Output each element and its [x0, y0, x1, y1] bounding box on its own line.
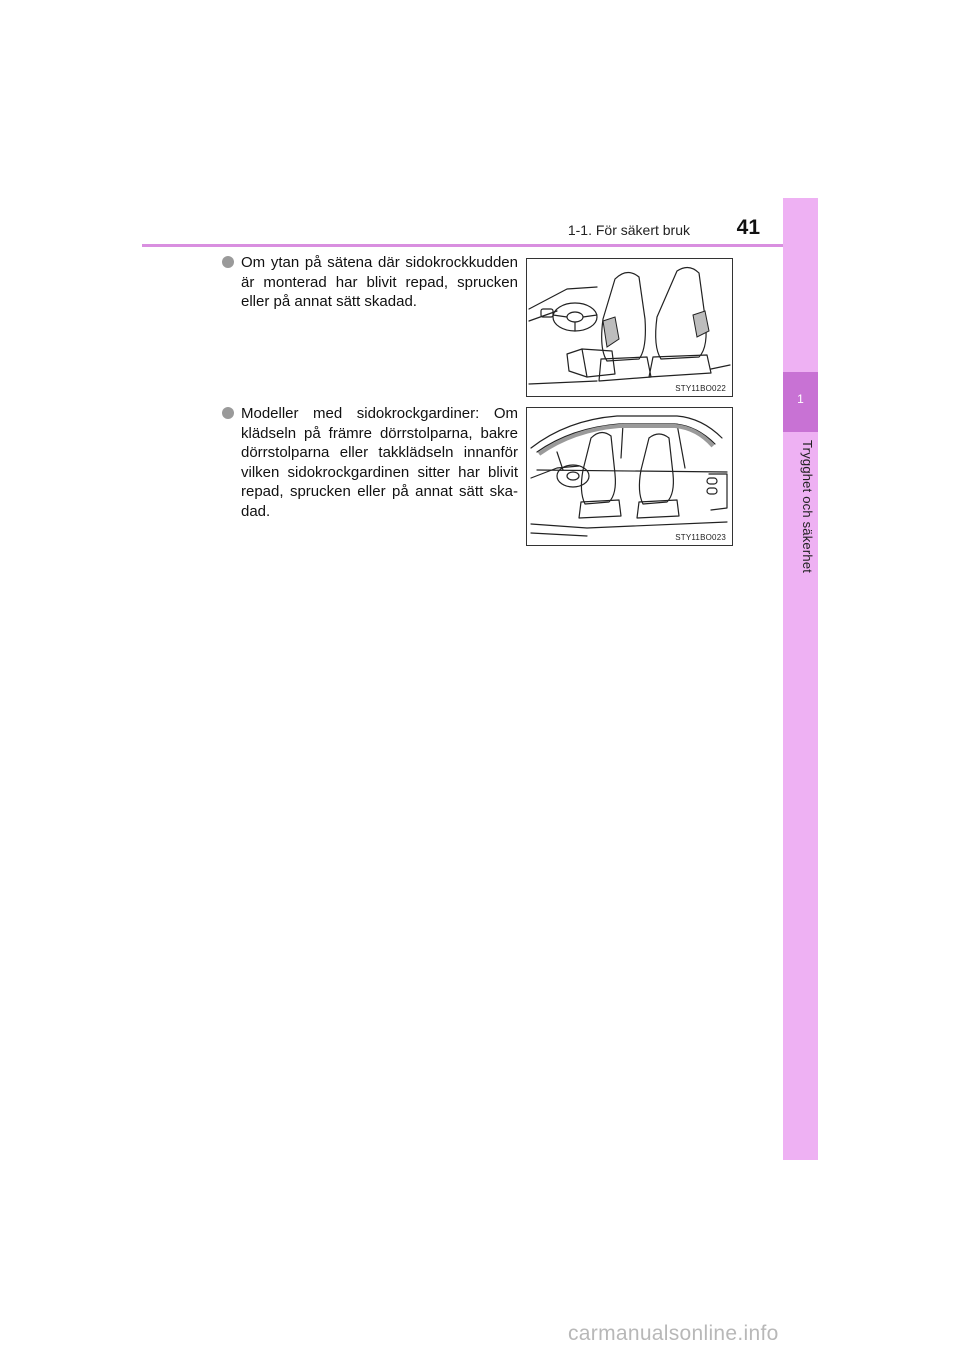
- header-rule: [142, 244, 818, 247]
- bullet-icon: [222, 256, 234, 268]
- side-tab: [783, 198, 818, 1160]
- item-text: Om ytan på sätena där sidokrockkudden är monterad har blivit repad, sprucken eller på annat sätt skadad.: [241, 254, 518, 310]
- seat-airbag-illustration: [527, 259, 732, 396]
- curtain-airbag-illustration: [527, 408, 732, 545]
- figure-curtain-airbags: [526, 407, 733, 546]
- watermark: carmanualsonline.info: [568, 1322, 779, 1345]
- figure-seat-airbags: [526, 258, 733, 397]
- list-item: [222, 404, 518, 521]
- page-number: 41: [736, 216, 760, 239]
- figure-code: STY11BO023: [675, 533, 726, 542]
- item-text: Modeller med sidokrockgardiner: Om klädseln på främre dörrstolparna, bakre dörrstolparna eller takklädseln innanför vilken sidokrockgardinen sitter har blivit repad, sprucken eller på annat sätt ska-dad.: [241, 405, 518, 520]
- bullet-icon: [222, 407, 234, 419]
- figure-code: STY11BO022: [675, 384, 726, 393]
- section-number: 1: [797, 392, 804, 406]
- section-title: Trygghet och säkerhet: [800, 440, 815, 574]
- list-item: [222, 253, 518, 312]
- header-title: 1-1. För säkert bruk: [567, 222, 690, 238]
